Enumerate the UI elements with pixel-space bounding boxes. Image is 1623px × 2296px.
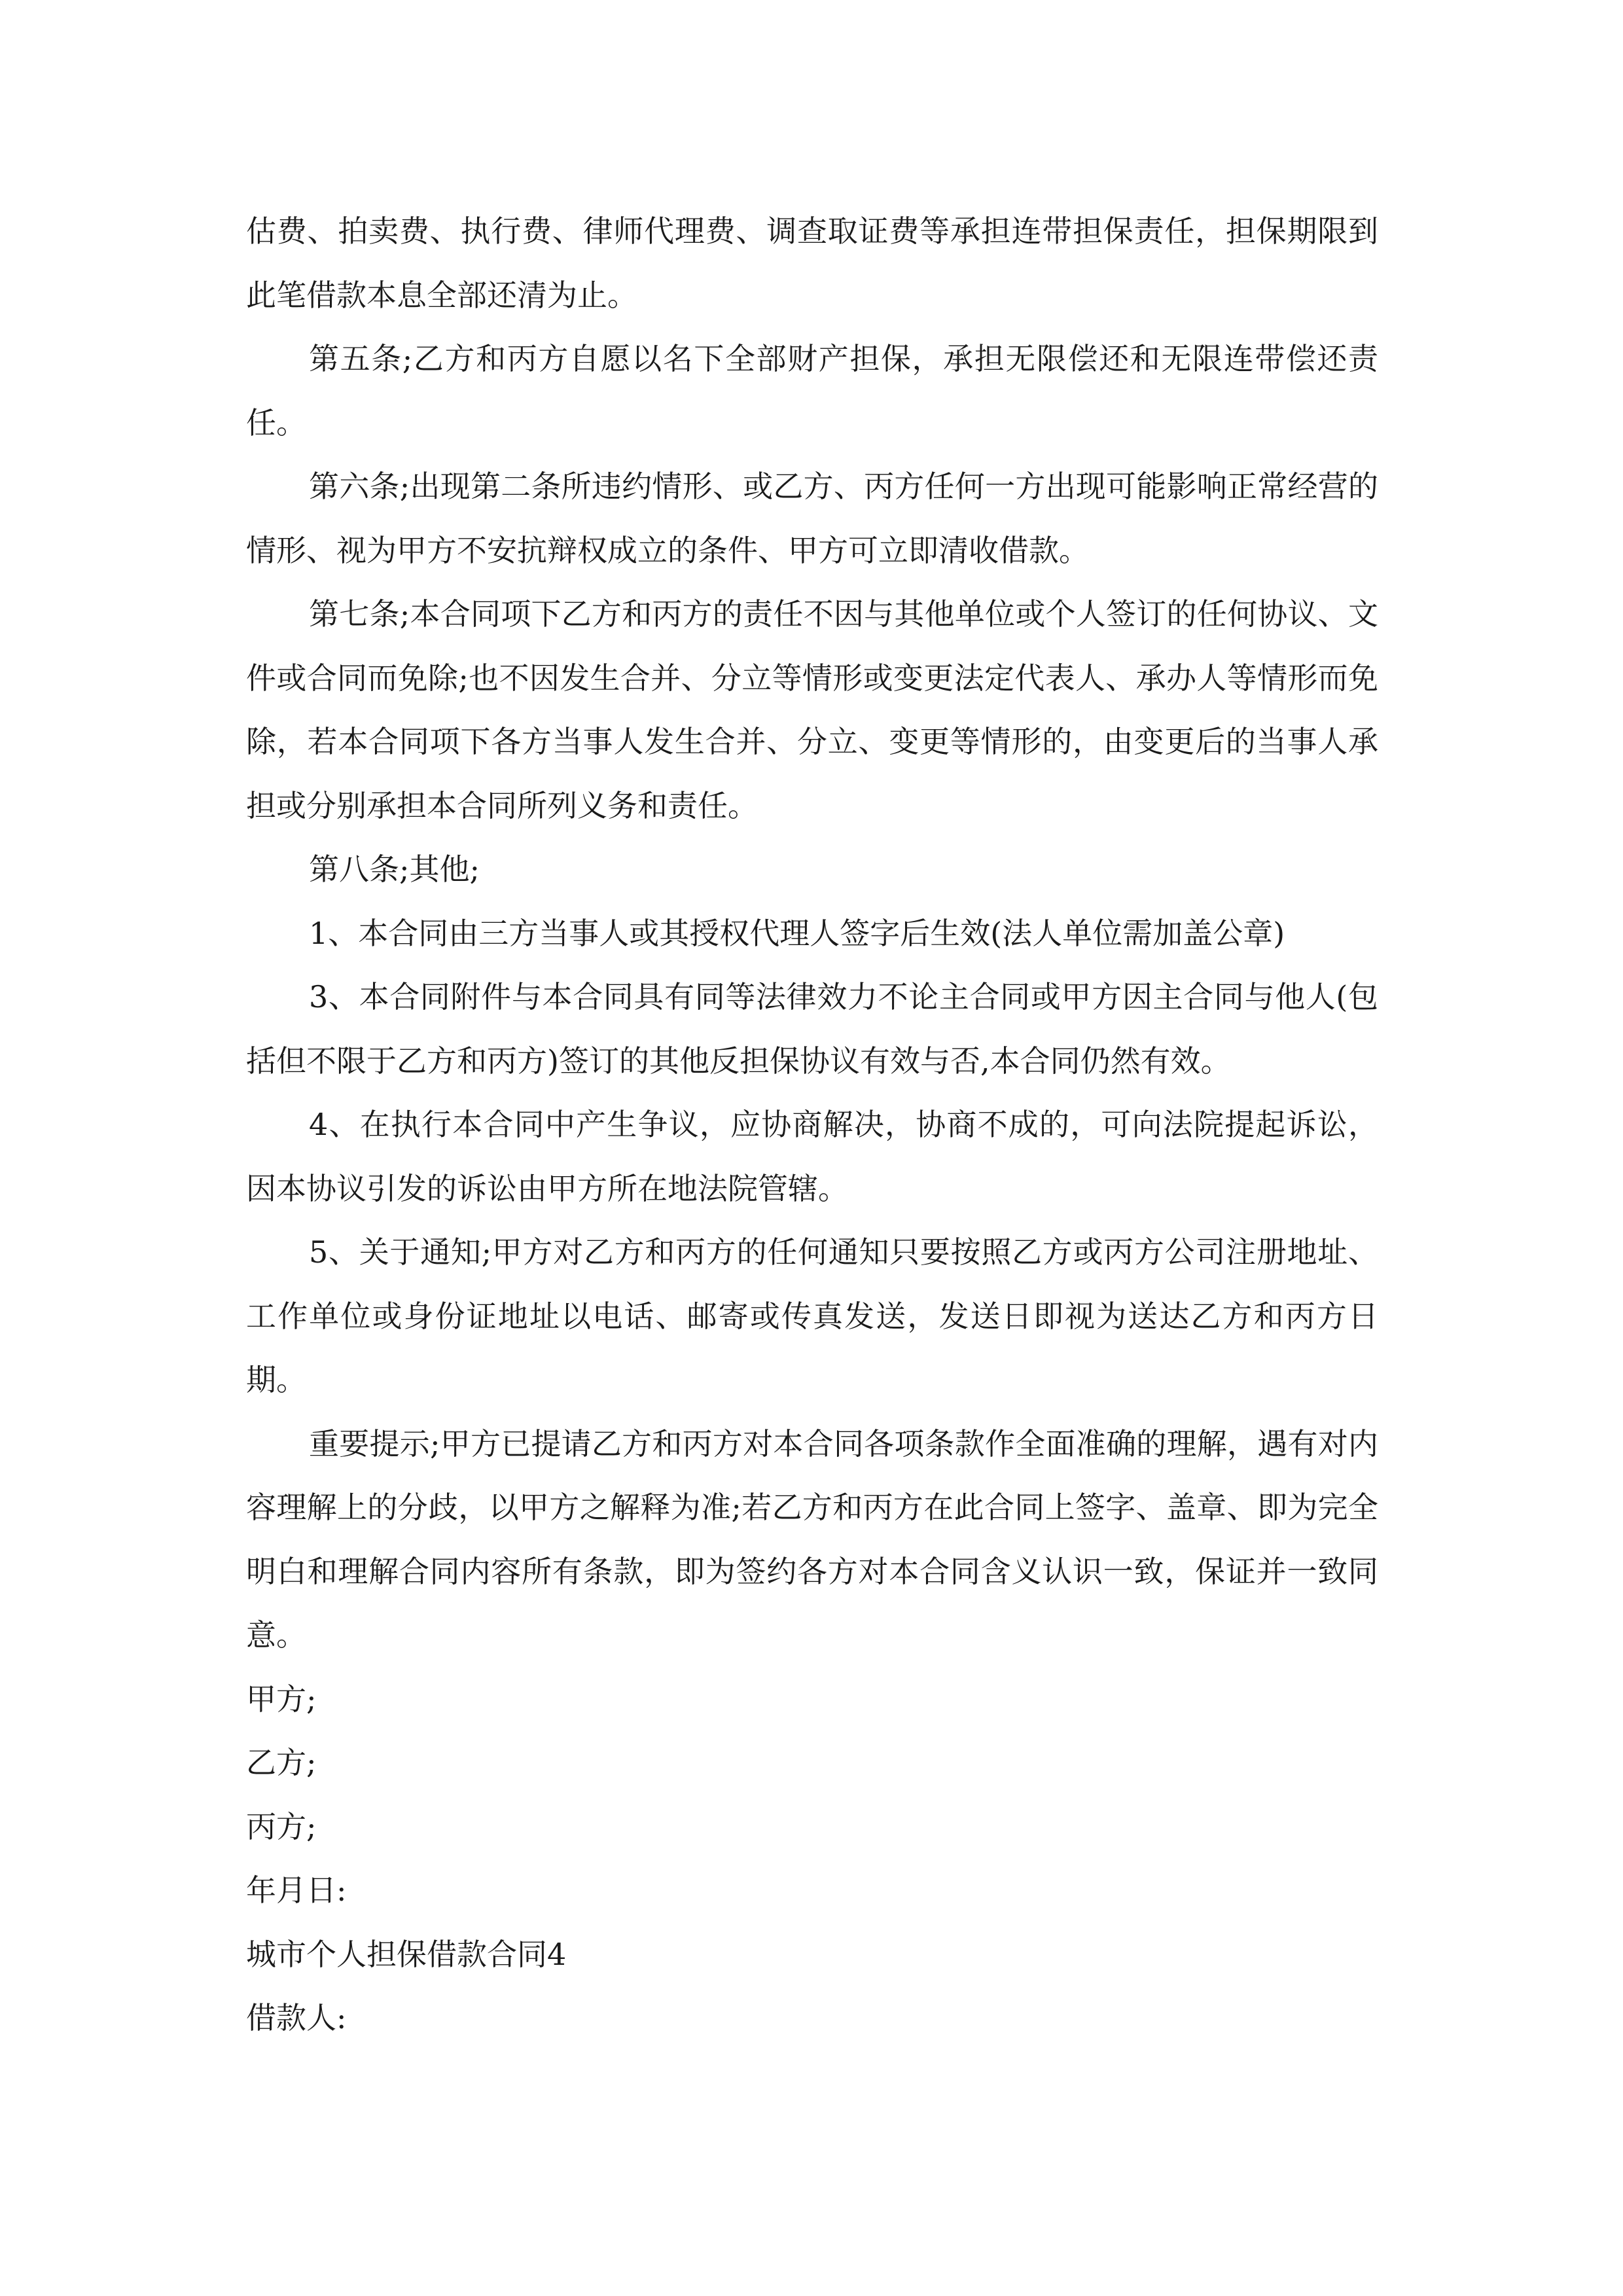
signature-party-a: 甲方; — [246, 1681, 317, 1717]
paragraph-clause-5: 5、关于通知;甲方对乙方和丙方的任何通知只要按照乙方或丙方公司注册地址、工作单位或身份证地址以电话、邮寄或传真发送，发送日即视为送达乙方和丙方日期。 — [246, 1234, 1378, 1397]
borrower-label: 借款人: — [246, 2000, 347, 2036]
paragraph-article-5: 第五条;乙方和丙方自愿以名下全部财产担保，承担无限偿还和无限连带偿还责任。 — [246, 341, 1378, 440]
next-contract-title: 城市个人担保借款合同4 — [246, 1936, 567, 1972]
paragraph-article-7: 第七条;本合同项下乙方和丙方的责任不因与其他单位或个人签订的任何协议、文件或合同而免除;也不因发生合并、分立等情形或变更法定代表人、承办人等情形而免除，若本合同项下各方当事人发生合并、分立、变更等情形的，由变更后的当事人承担或分别承担本合同所列义务和责任。 — [246, 596, 1378, 823]
paragraph-clause-1: 1、本合同由三方当事人或其授权代理人签字后生效(法人单位需加盖公章) — [309, 915, 1285, 951]
paragraph-continuation: 估费、拍卖费、执行费、律师代理费、调查取证费等承担连带担保责任，担保期限到此笔借款本息全部还清为止。 — [246, 213, 1378, 313]
signature-date: 年月日: — [246, 1873, 347, 1908]
paragraph-article-8: 第八条;其他; — [309, 852, 480, 887]
paragraph-important-notice: 重要提示;甲方已提请乙方和丙方对本合同各项条款作全面准确的理解，遇有对内容理解上的分歧，以甲方之解释为准;若乙方和丙方在此合同上签字、盖章、即为完全明白和理解合同内容所有条款，即为签约各方对本合同含义认识一致，保证并一致同意。 — [246, 1426, 1378, 1653]
document-body — [246, 200, 1378, 2051]
paragraph-article-6: 第六条;出现第二条所违约情形、或乙方、丙方任何一方出现可能影响正常经营的情形、视为甲方不安抗辩权成立的条件、甲方可立即清收借款。 — [246, 469, 1378, 568]
paragraph-clause-3: 3、本合同附件与本合同具有同等法律效力不论主合同或甲方因主合同与他人(包括但不限于乙方和丙方)签订的其他反担保协议有效与否,本合同仍然有效。 — [246, 979, 1378, 1079]
signature-party-b: 乙方; — [246, 1745, 317, 1780]
signature-party-c: 丙方; — [246, 1808, 317, 1844]
paragraph-clause-4: 4、在执行本合同中产生争议，应协商解决，协商不成的，可向法院提起诉讼，因本协议引发的诉讼由甲方所在地法院管辖。 — [246, 1107, 1378, 1206]
